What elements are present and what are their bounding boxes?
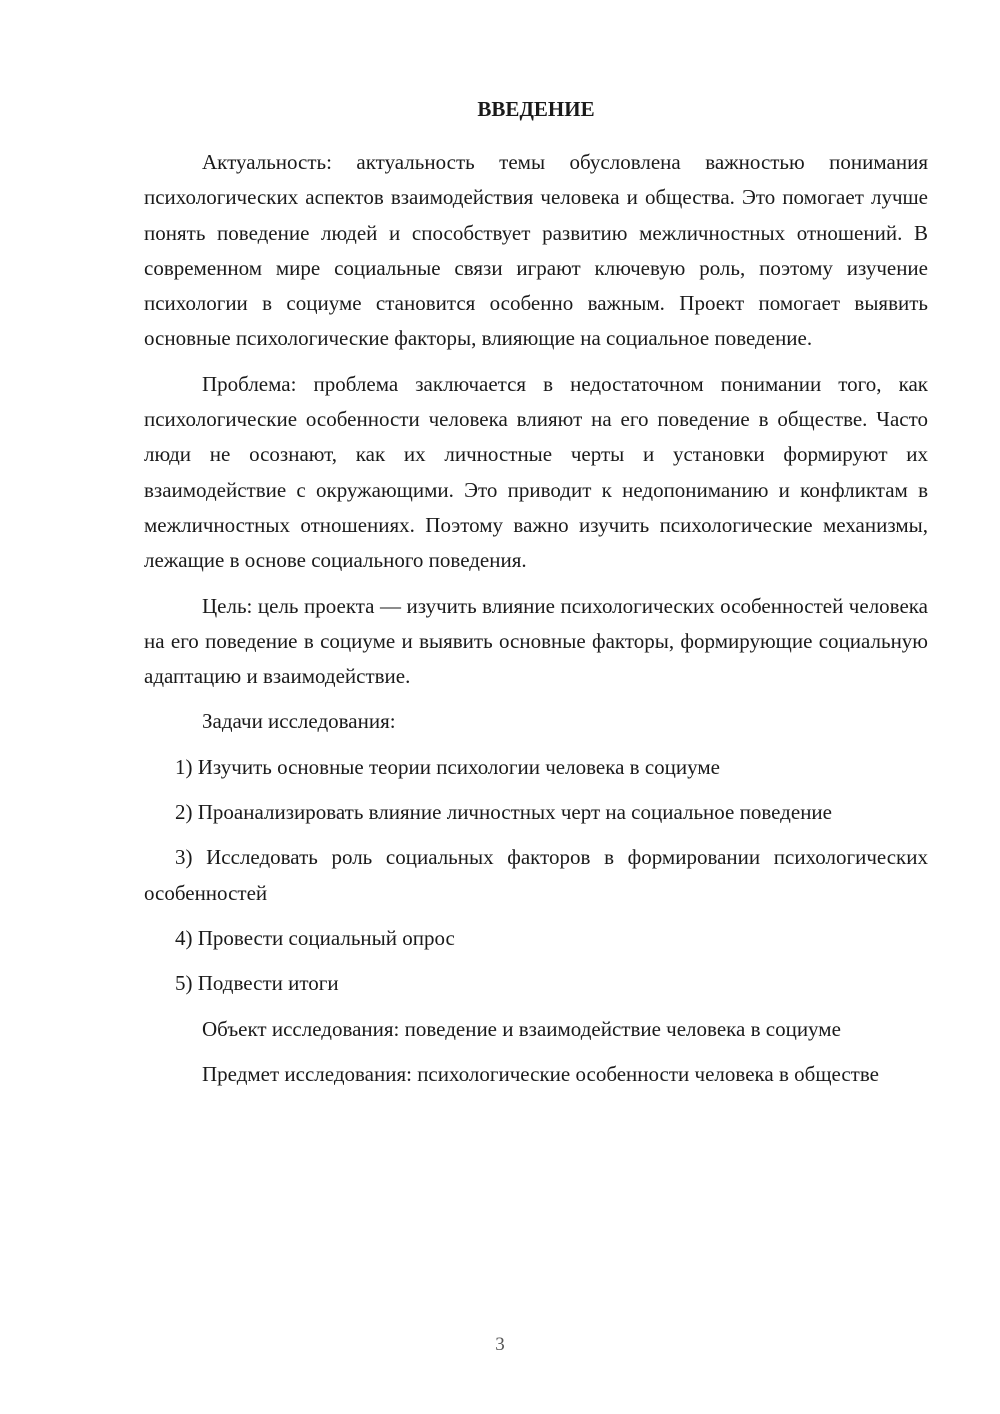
goal-paragraph: Цель: цель проекта — изучить влияние психологических особенностей человека на его поведение в социуме и выявить основные факторы, формирующие социальную адаптацию и взаимодействие. [144,593,928,689]
object-paragraph: Объект исследования: поведение и взаимодействие человека в социуме [202,1016,841,1041]
task-item: 1) Изучить основные теории психологии человека в социуме [175,754,720,779]
page-number: 3 [495,1334,505,1355]
subject-paragraph: Предмет исследования: психологические особенности человека в обществе [202,1061,879,1086]
task-item: 4) Провести социальный опрос [175,925,455,950]
task-item: 2) Проанализировать влияние личностных черт на социальное поведение [175,800,832,825]
task-item: 3) Исследовать роль социальных факторов в формировании психологических особенностей [144,845,928,905]
tasks-heading: Задачи исследования: [202,709,396,734]
relevance-paragraph: Актуальность: актуальность темы обусловлена важностью понимания психологических аспектов взаимодействия человека и общества. Это помогает лучше понять поведение людей и способствует развитию межличностных отношений. В современном мире социальные связи играют ключевую роль, поэтому изучение психологии в социуме становится особенно важным. Проект помогает выявить основные психологические факторы, влияющие на социальное поведение. [144,150,928,351]
task-item: 5) Подвести итоги [175,971,339,996]
page-title: ВВЕДЕНИЕ [477,97,595,121]
problem-paragraph: Проблема: проблема заключается в недостаточном понимании того, как психологические особенности человека влияют на его поведение в обществе. Часто люди не осознают, как их личностные черты и установки формируют их взаимодействие с окружающими. Это приводит к недопониманию и конфликтам в межличностных отношениях. Поэтому важно изучить психологические механизмы, лежащие в основе социального поведения. [144,371,928,573]
